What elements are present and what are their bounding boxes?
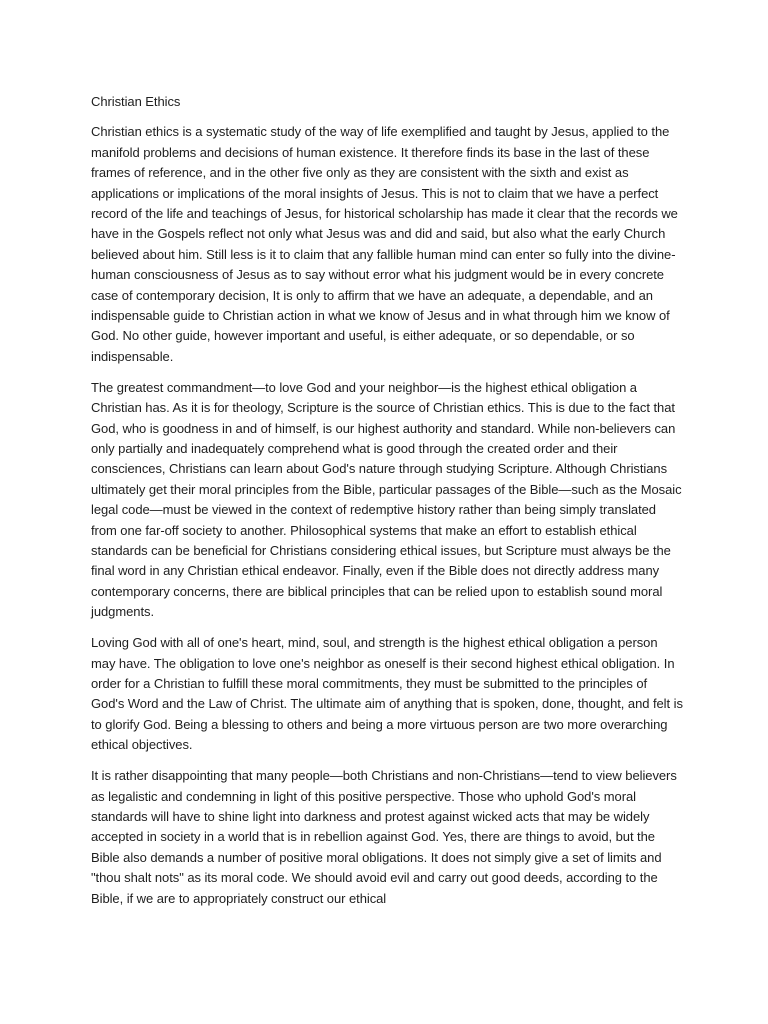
paragraph-2: The greatest commandment—to love God and your neighbor—is the highest ethical obligation a Christian has. As it is for theology, Scripture is the source of Christian ethics. This is due to the fact that God, who is goodness in and of himself, is our highest authority and standard. While non-believers can only partially and inadequately comprehend what is good through the created order and their consciences, Christians can learn about God's nature through studying Scripture. Although Christians ultimately get their moral principles from the Bible, particular passages of the Bible—such as the Mosaic legal code—must be viewed in the context of redemptive history rather than being simply translated from one far-off society to another. Philosophical systems that make an effort to establish ethical standards can be beneficial for Christians considering ethical issues, but Scripture must always be the final word in any Christian ethical endeavor. Finally, even if the Bible does not directly address many contemporary concerns, there are biblical principles that can be relied upon to establish sound moral judgments.: [91, 379, 682, 620]
document-title: Christian Ethics: [91, 94, 181, 109]
paragraph-3: Loving God with all of one's heart, mind, soul, and strength is the highest ethical obligation a person may have. The obligation to love one's neighbor as oneself is their second highest ethical obligation. In order for a Christian to fulfill these moral commitments, they must be submitted to the principles of God's Word and the Law of Christ. The ultimate aim of anything that is spoken, done, thought, and felt is to glorify God. Being a blessing to others and being a more virtuous person are two more overarching ethical objectives.: [91, 635, 683, 753]
paragraph-4: It is rather disappointing that many people—both Christians and non-Christians—tend to view believers as legalistic and condemning in light of this positive perspective. Those who uphold God's moral standards will have to shine light into darkness and protest against wicked acts that may be widely accepted in society in a world that is in rebellion against God. Yes, there are things to avoid, but the Bible also demands a number of positive moral obligations. It does not simply give a set of limits and "thou shalt nots" as its moral code. We should avoid evil and carry out good deeds, according to the Bible, if we are to appropriately construct our ethical: [91, 768, 677, 906]
document-body: [91, 92, 683, 919]
paragraph-1: Christian ethics is a systematic study of the way of life exemplified and taught by Jesus, applied to the manifold problems and decisions of human existence. It therefore finds its base in the last of these frames of reference, and in the other five only as they are consistent with the sixth and exist as applications or implications of the moral insights of Jesus. This is not to claim that we have a perfect record of the life and teachings of Jesus, for historical scholarship has made it clear that the records we have in the Gospels reflect not only what Jesus was and did and said, but also what the early Church believed about him. Still less is it to claim that any fallible human mind can enter so fully into the divine-human consciousness of Jesus as to say without error what his judgment would be in every concrete case of contemporary decision, It is only to affirm that we have an adequate, a dependable, and an indispensable guide to Christian action in what we know of Jesus and in what through him we know of God. No other guide, however important and useful, is either adequate, or so dependable, or so indispensable.: [91, 124, 678, 364]
